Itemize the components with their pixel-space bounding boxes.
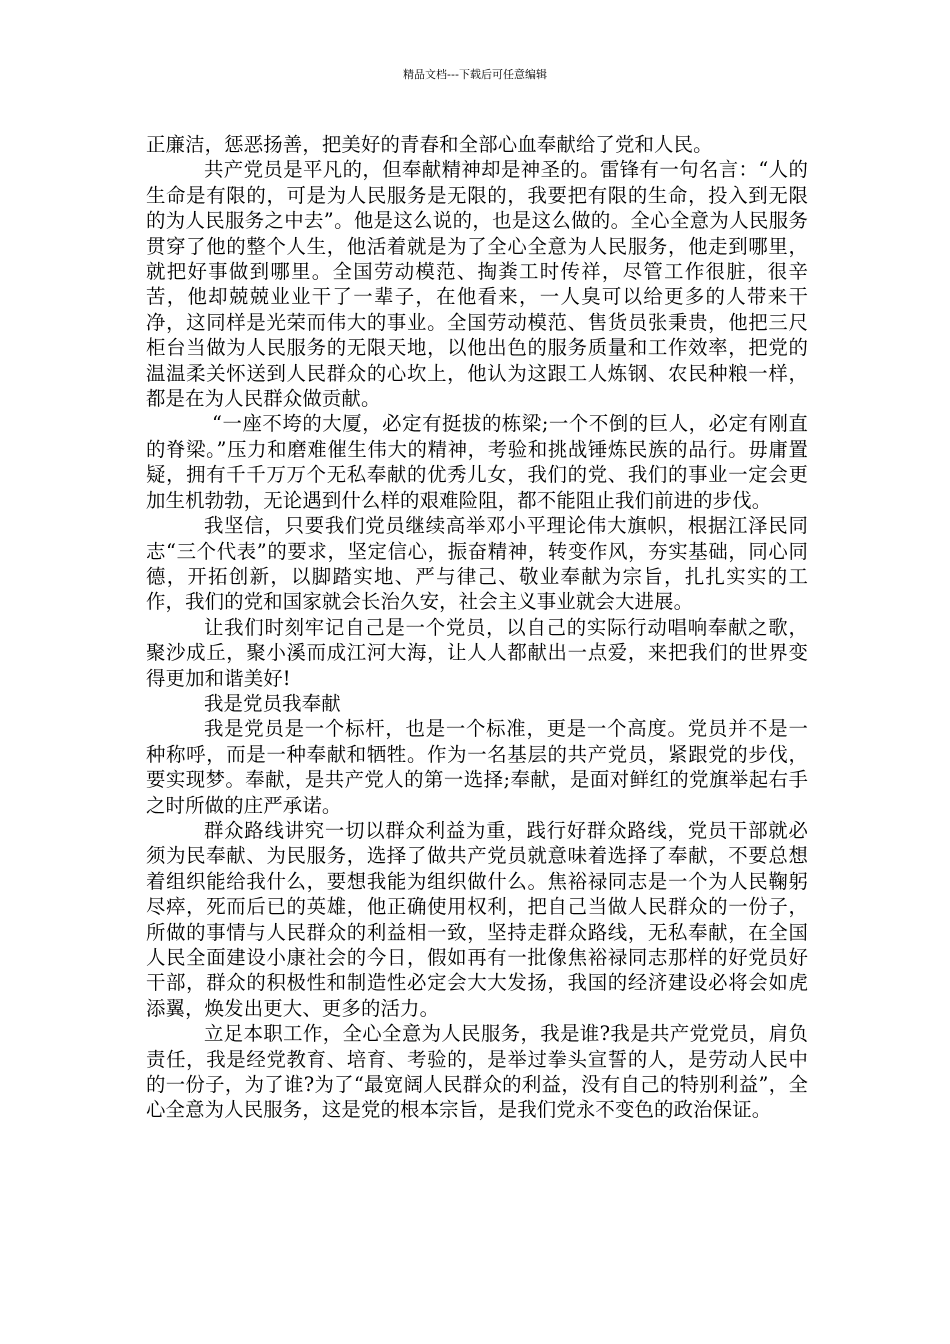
paragraph: 我坚信，只要我们党员继续高举邓小平理论伟大旗帜，根据江泽民同志“三个代表”的要求，坚定信心，振奋精神，转变作风，夯实基础，同心同德，开拓创新，以脚踏实地、严与律己、敬业奉献为宗旨，扎扎实实的工作，我们的党和国家就会长治久安，社会主义事业就会大进展。 [146, 514, 808, 614]
paragraph: 立足本职工作，全心全意为人民服务，我是谁?我是共产党党员，肩负责任，我是经党教育、培育、考验的，是举过拳头宣誓的人，是劳动人民中的一份子，为了谁?为了“最宽阔人民群众的利益，没有自己的特别利益”，全心全意为人民服务，这是党的根本宗旨，是我们党永不变色的政治保证。 [146, 1022, 808, 1122]
page-header: 精品文档---下载后可任意编辑 [403, 68, 547, 81]
paragraph: “一座不垮的大厦，必定有挺拔的栋梁;一个不倒的巨人，必定有刚直的脊梁。”压力和磨难催生伟大的精神，考验和挑战锤炼民族的品行。毋庸置疑，拥有千千万万个无私奉献的优秀儿女，我们的党、我们的事业一定会更加生机勃勃，无论遇到什么样的艰难险阻，都不能阻止我们前进的步伐。 [146, 412, 808, 512]
paragraph: 群众路线讲究一切以群众利益为重，践行好群众路线，党员干部就必须为民奉献、为民服务，选择了做共产党员就意味着选择了奉献，不要总想着组织能给我什么，要想我能为组织做什么。焦裕禄同志是一个为人民鞠躬尽瘁，死而后已的英雄，他正确使用权利，把自己当做人民群众的一份子，所做的事情与人民群众的利益相一致，坚持走群众路线，无私奉献，在全国人民全面建设小康社会的今日，假如再有一批像焦裕禄同志那样的好党员好干部，群众的积极性和制造性必定会大大发扬，我国的经济建设必将会如虎添翼，焕发出更大、更多的活力。 [146, 818, 808, 1020]
paragraph: 让我们时刻牢记自己是一个党员，以自己的实际行动唱响奉献之歌，聚沙成丘，聚小溪而成江河大海，让人人都献出一点爱，来把我们的世界变得更加和谐美好! [146, 615, 808, 690]
paragraph: 共产党员是平凡的，但奉献精神却是神圣的。雷锋有一句名言：“人的生命是有限的，可是为人民服务是无限的，我要把有限的生命，投入到无限的为人民服务之中去”。他是这么说的，也是这么做的。全心全意为人民服务贯穿了他的整个人生，他活着就是为了全心全意为人民服务，他走到哪里，就把好事做到哪里。全国劳动模范、掏粪工时传祥，尽管工作很脏，很辛苦，他却兢兢业业干了一辈子，在他看来，一人臭可以给更多的人带来干净，这同样是光荣而伟大的事业。全国劳动模范、售货员张秉贵，他把三尺柜台当做为人民服务的无限天地，以他出色的服务质量和工作效率，把党的温温柔关怀送到人民群众的心坎上，他认为这跟工人炼钢、农民种粮一样，都是在为人民群众做贡献。 [146, 158, 808, 411]
document-body [146, 132, 808, 1123]
paragraph: 正廉洁，惩恶扬善，把美好的青春和全部心血奉献给了党和人民。 [146, 133, 713, 156]
paragraph: 我是党员是一个标杆，也是一个标准，更是一个高度。党员并不是一种称呼，而是一种奉献和牺牲。作为一名基层的共产党员，紧跟党的步伐，要实现梦。奉献，是共产党人的第一选择;奉献，是面对鲜红的党旗举起右手之时所做的庄严承诺。 [146, 717, 808, 817]
section-heading: 我是党员我奉献 [204, 691, 341, 715]
